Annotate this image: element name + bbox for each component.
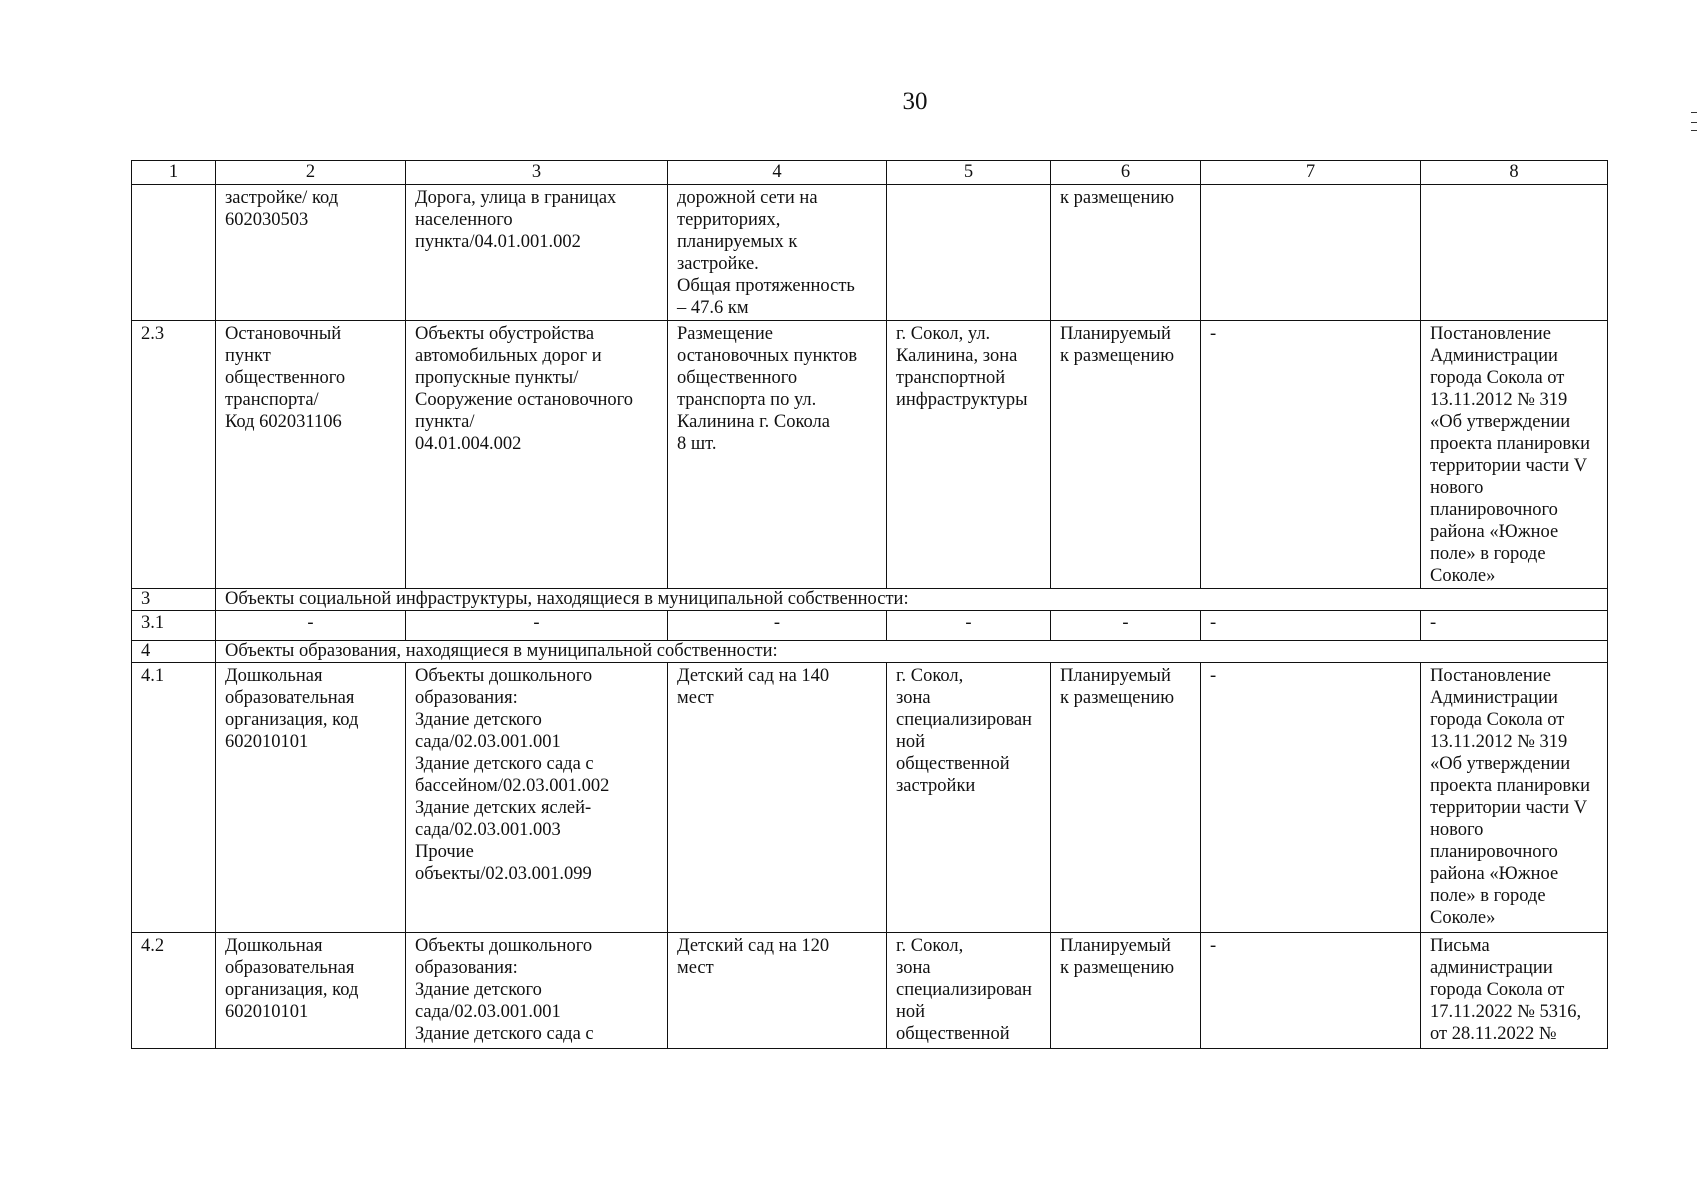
header-cell: 7: [1201, 161, 1421, 185]
scan-edge-mark: [1691, 130, 1697, 131]
cell-location: г. Сокол, зона специализирован ной общественной застройки: [887, 663, 1051, 933]
cell-zone: -: [1201, 321, 1421, 589]
section-row: [132, 641, 1608, 663]
cell-characteristics: дорожной сети на территориях, планируемых к застройке. Общая протяженность – 47.6 км: [668, 185, 887, 321]
cell-zone: -: [1201, 611, 1421, 641]
cell-basis: Письма администрации города Сокола от 17.11.2022 № 5316, от 28.11.2022 №: [1421, 933, 1608, 1049]
page-number: 30: [902, 88, 928, 115]
cell-kind: Объекты дошкольного образования: Здание детского сада/02.03.001.001 Здание детского сада с бассейном/02.03.001.002 Здание детских яслей- сада/02.03.001.003 Прочие объекты/02.03.001.099: [406, 663, 668, 933]
table-row: [132, 933, 1608, 1049]
cell-number: [132, 185, 216, 321]
cell-type: Дошкольная образовательная организация, код 602010101: [216, 933, 406, 1049]
table-row: [132, 185, 1608, 321]
cell-status: к размещению: [1051, 185, 1201, 321]
cell-status: Планируемый к размещению: [1051, 321, 1201, 589]
cell-number: 3.1: [132, 611, 216, 641]
cell-basis: Постановление Администрации города Сокола от 13.11.2012 № 319 «Об утверждении проекта планировки территории части V нового планировочного района «Южное поле» в городе Соколе»: [1421, 663, 1608, 933]
cell-status: Планируемый к размещению: [1051, 663, 1201, 933]
cell-location: г. Сокол, ул. Калинина, зона транспортной инфраструктуры: [887, 321, 1051, 589]
cell-number: 4.2: [132, 933, 216, 1049]
cell-type: Остановочный пункт общественного транспорта/ Код 602031106: [216, 321, 406, 589]
cell-kind: -: [406, 611, 668, 641]
cell-zone: -: [1201, 663, 1421, 933]
cell-location: -: [887, 611, 1051, 641]
cell-basis: Постановление Администрации города Сокола от 13.11.2012 № 319 «Об утверждении проекта планировки территории части V нового планировочного района «Южное поле» в городе Соколе»: [1421, 321, 1608, 589]
header-cell: 5: [887, 161, 1051, 185]
cell-characteristics: Детский сад на 120 мест: [668, 933, 887, 1049]
cell-status: Планируемый к размещению: [1051, 933, 1201, 1049]
section-title: Объекты образования, находящиеся в муниципальной собственности:: [216, 641, 1608, 663]
header-cell: 3: [406, 161, 668, 185]
cell-kind: Объекты обустройства автомобильных дорог и пропускные пункты/ Сооружение остановочного пункта/ 04.01.004.002: [406, 321, 668, 589]
cell-kind: Дорога, улица в границах населенного пункта/04.01.001.002: [406, 185, 668, 321]
header-row: [132, 161, 1608, 185]
table-row: [132, 663, 1608, 933]
cell-zone: -: [1201, 933, 1421, 1049]
header-cell: 1: [132, 161, 216, 185]
section-number: 4: [132, 641, 216, 663]
cell-kind: Объекты дошкольного образования: Здание детского сада/02.03.001.001 Здание детского сада с: [406, 933, 668, 1049]
objects-table: [131, 160, 1608, 1049]
cell-location: г. Сокол, зона специализирован ной общественной: [887, 933, 1051, 1049]
section-row: [132, 589, 1608, 611]
header-cell: 4: [668, 161, 887, 185]
header-cell: 2: [216, 161, 406, 185]
header-cell: 8: [1421, 161, 1608, 185]
cell-type: Дошкольная образовательная организация, код 602010101: [216, 663, 406, 933]
cell-zone: [1201, 185, 1421, 321]
cell-number: 2.3: [132, 321, 216, 589]
header-cell: 6: [1051, 161, 1201, 185]
section-title: Объекты социальной инфраструктуры, находящиеся в муниципальной собственности:: [216, 589, 1608, 611]
table-row: [132, 321, 1608, 589]
cell-characteristics: -: [668, 611, 887, 641]
table-row: [132, 611, 1608, 641]
cell-type: -: [216, 611, 406, 641]
cell-type: застройке/ код 602030503: [216, 185, 406, 321]
cell-number: 4.1: [132, 663, 216, 933]
cell-characteristics: Детский сад на 140 мест: [668, 663, 887, 933]
cell-basis: -: [1421, 611, 1608, 641]
scan-edge-mark: [1691, 112, 1697, 113]
scan-edge-mark: [1691, 122, 1697, 123]
cell-basis: [1421, 185, 1608, 321]
section-number: 3: [132, 589, 216, 611]
cell-location: [887, 185, 1051, 321]
cell-characteristics: Размещение остановочных пунктов общественного транспорта по ул. Калинина г. Сокола 8 шт.: [668, 321, 887, 589]
cell-status: -: [1051, 611, 1201, 641]
